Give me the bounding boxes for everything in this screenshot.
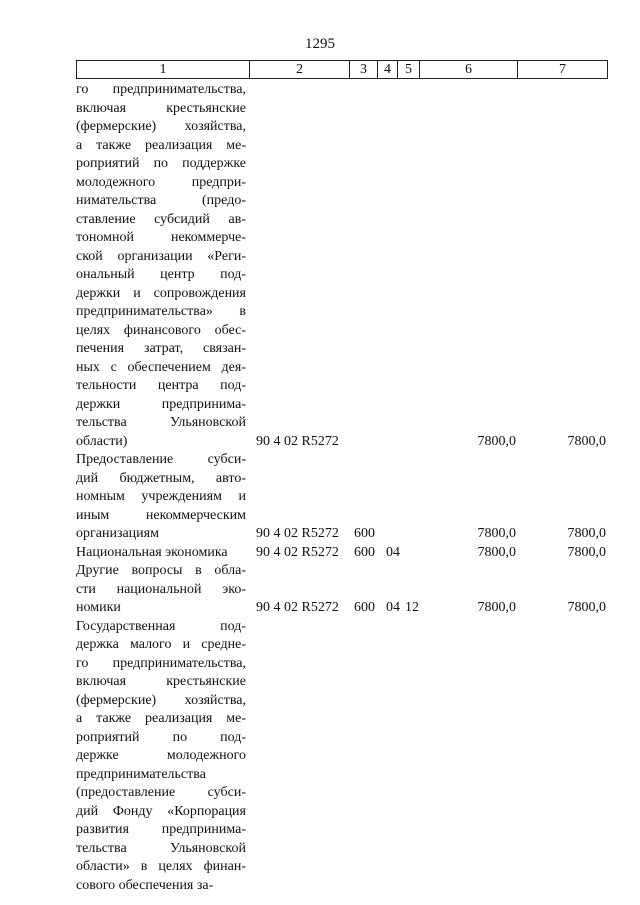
row-name-line: включая крестьянские <box>76 674 246 689</box>
row-name-line: го предпринимательства, <box>76 82 246 97</box>
row-vr: 600 <box>354 526 375 541</box>
row-code: 90 4 02 R5272 <box>256 526 339 541</box>
row-vr: 600 <box>354 600 375 615</box>
row-name-line: тономной некоммерче- <box>76 230 246 245</box>
row-name-line: (фермерские) хозяйства, <box>76 692 246 708</box>
row-amount-7: 7800,0 <box>567 600 606 615</box>
row-name-line: а также реализация ме- <box>76 137 246 153</box>
row-name-line: держке молодежного <box>76 748 246 763</box>
header-col-3: 3 <box>349 61 377 78</box>
header-col-5: 5 <box>397 61 419 78</box>
row-name-line: иным некоммерческим <box>76 507 246 523</box>
row-pr: 12 <box>405 600 419 615</box>
row-name-line: Другие вопросы в обла- <box>76 563 246 578</box>
row-amount-6: 7800,0 <box>477 526 516 541</box>
row-amount-6: 7800,0 <box>477 544 516 560</box>
row-name-line: организациям <box>76 526 159 541</box>
row-name-line: области) <box>76 433 128 449</box>
row-name-line: (предоставление субси- <box>76 785 246 800</box>
row-name-line: (фермерские) хозяйства, <box>76 119 246 134</box>
row-name-line: роприятий по под- <box>76 729 246 745</box>
row-amount-7: 7800,0 <box>567 544 606 560</box>
header-col-1: 1 <box>159 62 167 77</box>
row-name-line: предпринимательства <box>76 766 206 782</box>
row-amount-7: 7800,0 <box>567 526 606 541</box>
row-vr: 600 <box>354 544 375 560</box>
row-name-line: номным учреждениям и <box>76 489 246 504</box>
row-name-line: а также реализация ме- <box>76 711 246 726</box>
row-name-line: включая крестьянские <box>76 100 246 116</box>
page-number: 1295 <box>305 36 335 52</box>
row-name-line: го предпринимательства, <box>76 655 246 671</box>
row-name-line: номики <box>76 600 121 615</box>
row-name-line: держка малого и средне- <box>76 637 246 652</box>
row-name-line: Государственная под- <box>76 618 246 634</box>
row-amount-6: 7800,0 <box>477 600 516 615</box>
row-code: 90 4 02 R5272 <box>256 600 339 615</box>
row-name-line: держки и сопровождения <box>76 285 246 301</box>
row-name-line: области» в целях финан- <box>76 859 246 874</box>
header-col-7: 7 <box>517 61 607 78</box>
row-name-line: целях финансового обес- <box>76 322 246 338</box>
row-name-line: ональный центр под- <box>76 267 246 282</box>
row-code: 90 4 02 R5272 <box>256 544 339 560</box>
row-name-line: тельности центра под- <box>76 378 246 393</box>
row-name-line: Национальная экономика <box>76 544 228 560</box>
table-header-row <box>76 60 608 79</box>
row-name-line: печения затрат, связан- <box>76 341 246 356</box>
row-name-line: развития предпринима- <box>76 822 246 837</box>
row-name-line: дий бюджетным, авто- <box>76 470 246 486</box>
row-name-line: предпринимательства» в <box>76 304 246 319</box>
row-name-line: нимательства (предо- <box>76 193 246 208</box>
row-name-line: сового обеспечения за- <box>76 877 214 893</box>
row-rz: 04 <box>386 544 400 560</box>
header-col-6: 6 <box>419 61 517 78</box>
row-name-line: ставление субсидий ав- <box>76 211 246 227</box>
row-name-line: ской организации «Реги- <box>76 248 246 264</box>
row-name-line: тельства Ульяновской <box>76 415 246 430</box>
header-col-2: 2 <box>249 61 349 78</box>
row-name-line: ных с обеспечением дея- <box>76 359 246 375</box>
row-name-line: молодежного предпри- <box>76 174 246 190</box>
row-rz: 04 <box>386 600 400 615</box>
row-name-line: сти национальной эко- <box>76 581 246 597</box>
row-name-line: роприятий по поддержке <box>76 156 246 171</box>
row-name-line: Предоставление субси- <box>76 452 246 467</box>
row-name-line: держки предпринима- <box>76 396 246 412</box>
row-name-line: тельства Ульяновской <box>76 840 246 856</box>
row-name-line: дий Фонду «Корпорация <box>76 803 246 819</box>
row-code: 90 4 02 R5272 <box>256 433 339 449</box>
header-col-4: 4 <box>377 61 397 78</box>
row-amount-7: 7800,0 <box>567 433 606 449</box>
row-amount-6: 7800,0 <box>477 433 516 449</box>
